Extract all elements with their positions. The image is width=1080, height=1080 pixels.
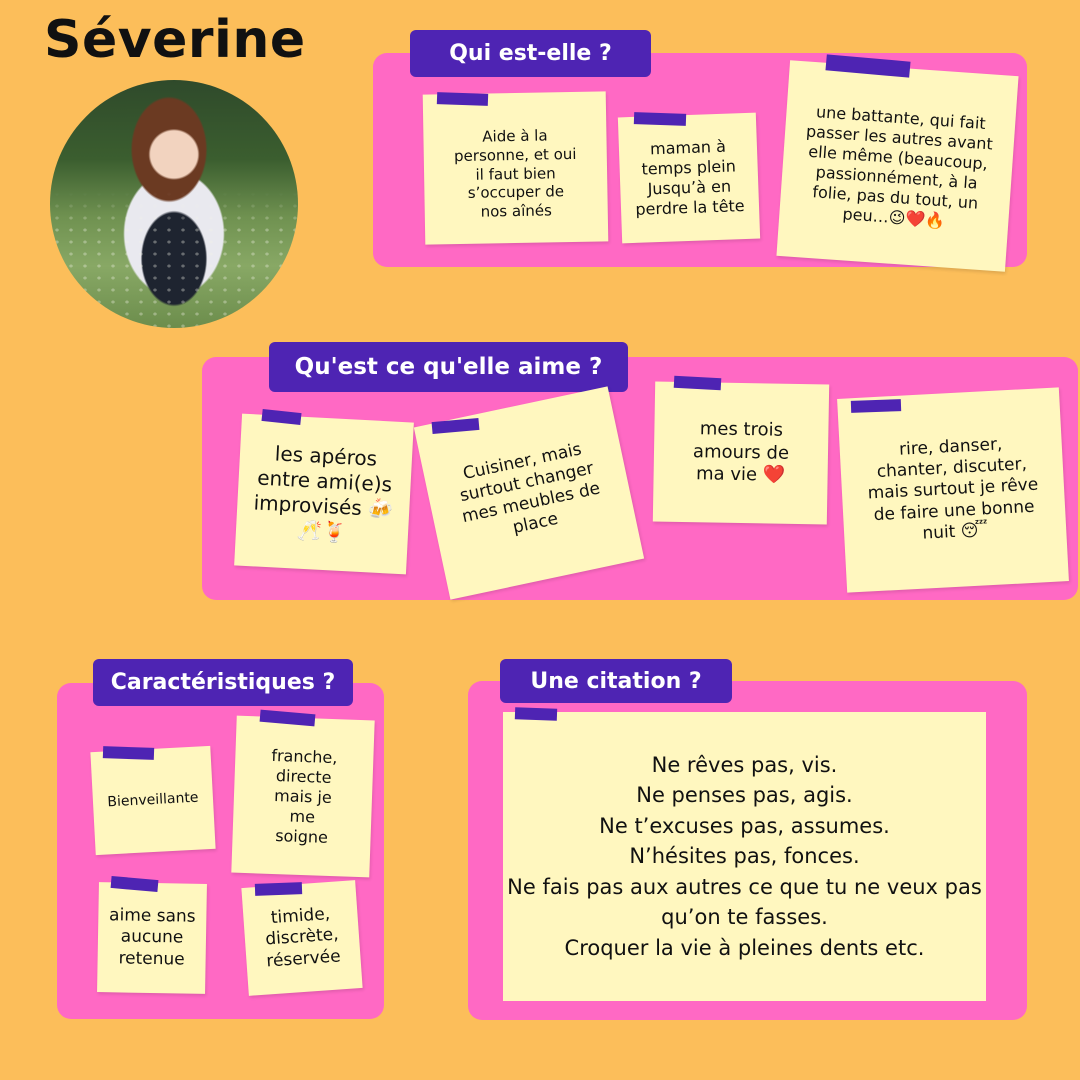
sticky-note: franche, directe mais je me soigne [231, 716, 374, 878]
citation-label: Une citation ? [500, 659, 732, 703]
sticky-note: les apéros entre ami(e)s improvisés 🍻🥂🍹 [234, 414, 414, 575]
sticky-note: maman à temps plein Jusqu’à en perdre la tête [618, 113, 760, 244]
sticky-note: une battante, qui fait passer les autres avant elle même (beaucoup, passionnément, à la folie, pas du tout, un peu…😉❤️🔥 [776, 60, 1018, 271]
qui-label: Qui est-elle ? [410, 30, 651, 77]
sticky-note: timide, discrète, réservée [241, 880, 362, 996]
tape-strip [437, 92, 488, 106]
carac-label: Caractéristiques ? [93, 659, 353, 706]
citation-note [503, 712, 986, 1001]
tape-strip [255, 882, 302, 896]
tape-strip [674, 376, 722, 390]
tape-strip [515, 707, 557, 720]
quote-line: qu’on te fasses. [661, 905, 828, 930]
sticky-note: aime sans aucune retenue [97, 882, 207, 994]
tape-strip [634, 112, 686, 126]
quote-line: Ne fais pas aux autres ce que tu ne veux pas [507, 874, 982, 899]
quote-line: Ne rêves pas, vis. [651, 752, 838, 777]
tape-strip [103, 746, 154, 760]
sticky-note: Bienveillante [90, 746, 215, 855]
quote-line: Ne t’excuses pas, assumes. [599, 813, 890, 838]
quote-line: Croquer la vie à pleines dents etc. [564, 935, 925, 960]
tape-strip [851, 399, 901, 413]
sticky-note: Cuisiner, mais surtout changer mes meubles de place [414, 386, 644, 599]
profile-photo [50, 80, 298, 328]
quote-line: N’hésites pas, fonces. [629, 844, 860, 869]
sticky-note: rire, danser, chanter, discuter, mais surtout je rêve de faire une bonne nuit 😴 [837, 387, 1069, 592]
sticky-note: mes trois amours de ma vie ❤️ [653, 381, 829, 524]
quote-line: Ne penses pas, agis. [636, 783, 853, 808]
sticky-note: Aide à la personne, et oui il faut bien s’occuper de nos aînés [423, 91, 609, 244]
aime-label: Qu'est ce qu'elle aime ? [269, 342, 628, 392]
page-title: Séverine [44, 10, 306, 70]
